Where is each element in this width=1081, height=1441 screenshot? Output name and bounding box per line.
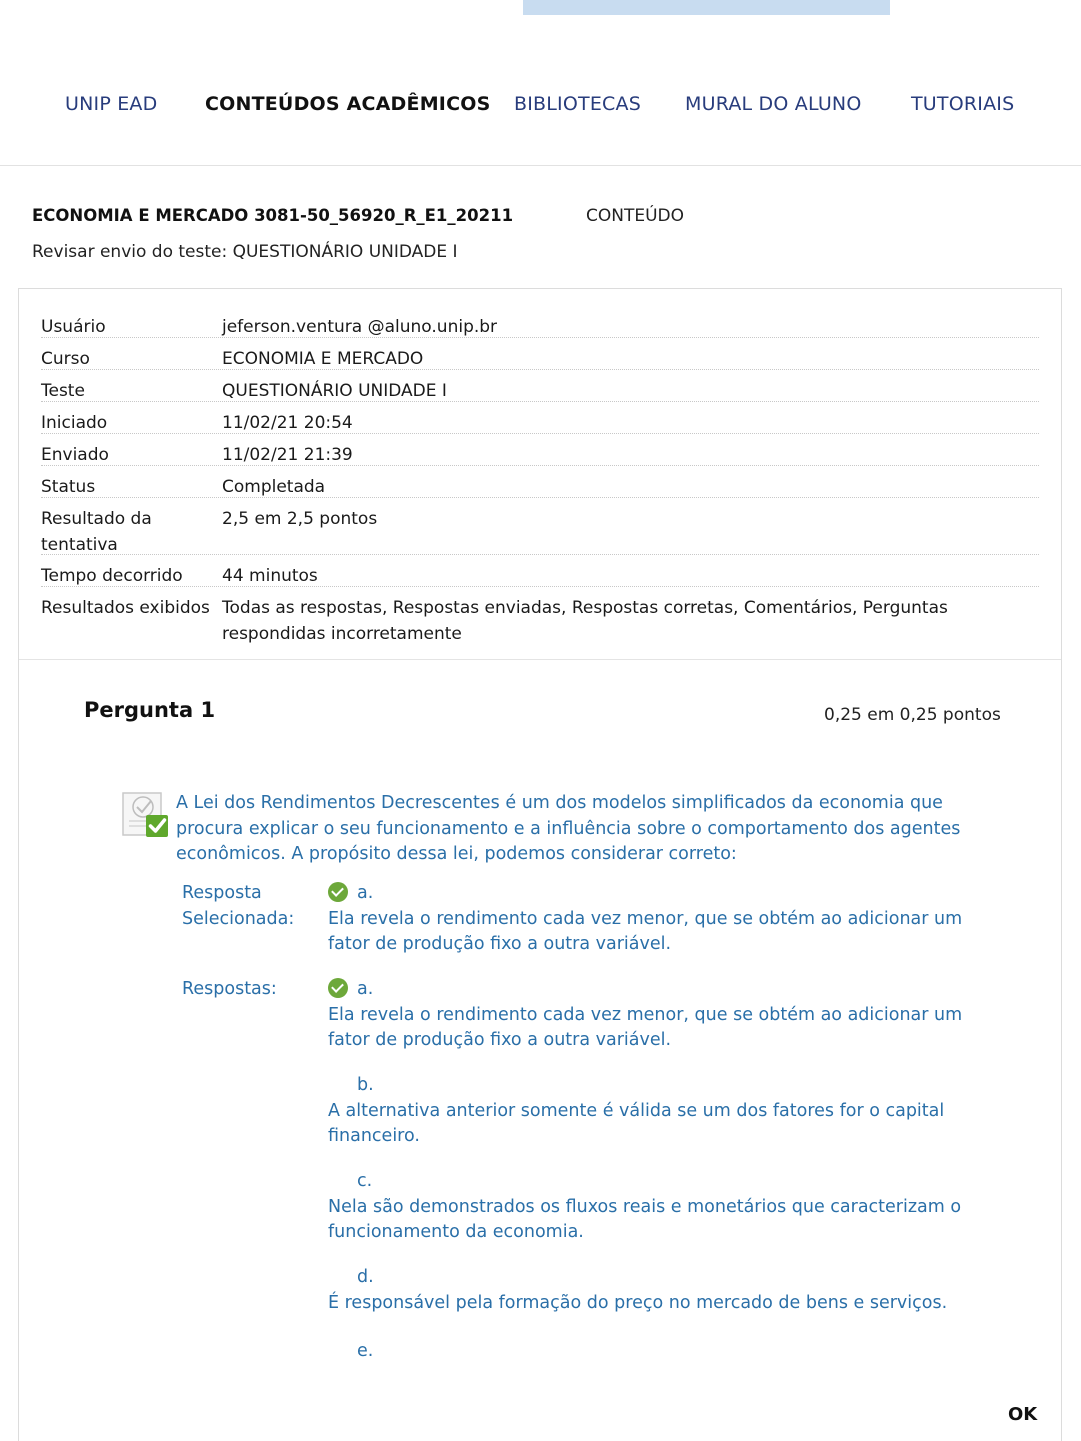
- question-text: A Lei dos Rendimentos Decrescentes é um dos modelos simplificados da economia que procura explicar o seu funcionamento e a influência sobre o comportamento dos agentes econômicos. A propósito dessa lei, podemos considerar correto:: [176, 793, 961, 864]
- answer-option-a: [328, 977, 968, 1054]
- info-value: Completada: [222, 477, 326, 497]
- info-value: 44 minutos: [222, 566, 318, 586]
- info-label: Enviado: [41, 445, 109, 465]
- option-text: Nela são demonstrados os fluxos reais e monetários que caracterizam o funcionamento da economia.: [328, 1196, 962, 1242]
- info-label: Resultados exibidos: [41, 598, 210, 618]
- info-label: Iniciado: [41, 413, 108, 433]
- info-row-result: [41, 498, 1039, 555]
- check-circle-icon: [328, 978, 348, 998]
- selected-answer: [328, 881, 968, 958]
- selected-option-letter: [328, 881, 968, 907]
- option-letter: d.: [357, 1267, 374, 1287]
- nav-tutoriais[interactable]: TUTORIAIS: [911, 93, 1015, 115]
- nav-mural-do-aluno[interactable]: MURAL DO ALUNO: [685, 93, 862, 115]
- info-row-course: [41, 338, 1039, 370]
- option-text: A alternativa anterior somente é válida se um dos fatores for o capital financeiro.: [328, 1100, 945, 1146]
- option-letter: [328, 977, 968, 1003]
- question-correct-icon: [122, 791, 170, 839]
- option-text: Ela revela o rendimento cada vez menor, que se obtém ao adicionar um fator de produção fixo a outra variável.: [328, 1004, 963, 1050]
- info-value: 11/02/21 21:39: [222, 445, 353, 465]
- selected-option-text: Ela revela o rendimento cada vez menor, que se obtém ao adicionar um fator de produção fixo a outra variável.: [328, 908, 963, 954]
- info-value: QUESTIONÁRIO UNIDADE I: [222, 381, 447, 401]
- answers-label: Respostas:: [182, 979, 277, 999]
- info-label: Resultado da tentativa: [41, 509, 152, 555]
- ok-button[interactable]: OK: [1008, 1404, 1038, 1425]
- answer-option-b: [328, 1073, 968, 1150]
- info-row-user: [41, 306, 1039, 338]
- nav-unip-ead[interactable]: UNIP EAD: [65, 93, 158, 115]
- info-label: Curso: [41, 349, 90, 369]
- selected-answer-label: Resposta Selecionada:: [182, 883, 295, 929]
- nav-conteudos-academicos[interactable]: CONTEÚDOS ACADÊMICOS: [205, 93, 491, 115]
- info-value: 11/02/21 20:54: [222, 413, 353, 433]
- info-row-status: [41, 466, 1039, 498]
- info-label: Status: [41, 477, 96, 497]
- info-value: 2,5 em 2,5 pontos: [222, 509, 378, 529]
- review-container: [18, 288, 1062, 1441]
- page-title: Revisar envio do teste: QUESTIONÁRIO UNIDADE I: [32, 242, 458, 262]
- info-label: Teste: [41, 381, 85, 401]
- info-row-test: [41, 370, 1039, 402]
- question-points: 0,25 em 0,25 pontos: [824, 705, 1001, 725]
- option-letter-text: a.: [357, 883, 374, 903]
- attempt-info-panel: [19, 289, 1061, 660]
- answer-option-e: [328, 1339, 968, 1365]
- option-letter: c.: [357, 1171, 373, 1191]
- answer-option-d: [328, 1265, 968, 1316]
- info-row-started: [41, 402, 1039, 434]
- top-navigation: [0, 0, 1081, 166]
- check-circle-icon: [328, 882, 348, 902]
- info-value: ECONOMIA E MERCADO: [222, 349, 424, 369]
- option-text: É responsável pela formação do preço no mercado de bens e serviços.: [328, 1292, 948, 1313]
- info-value: Todas as respostas, Respostas enviadas, Respostas corretas, Comentários, Perguntas respondidas incorretamente: [222, 598, 948, 644]
- option-letter: e.: [357, 1341, 374, 1361]
- info-row-elapsed: [41, 555, 1039, 587]
- option-letter: b.: [357, 1075, 374, 1095]
- info-label: Tempo decorrido: [41, 566, 183, 586]
- info-row-submitted: [41, 434, 1039, 466]
- option-letter-text: a.: [357, 979, 374, 999]
- answer-option-c: [328, 1169, 968, 1246]
- breadcrumb-course[interactable]: ECONOMIA E MERCADO 3081-50_56920_R_E1_20211: [32, 206, 514, 225]
- info-row-results-shown: [41, 587, 1039, 647]
- question-heading: Pergunta 1: [84, 698, 216, 722]
- nav-bibliotecas[interactable]: BIBLIOTECAS: [514, 93, 641, 115]
- info-value: jeferson.ventura @aluno.unip.br: [222, 317, 498, 337]
- breadcrumb-content[interactable]: CONTEÚDO: [586, 206, 685, 226]
- info-label: Usuário: [41, 317, 106, 337]
